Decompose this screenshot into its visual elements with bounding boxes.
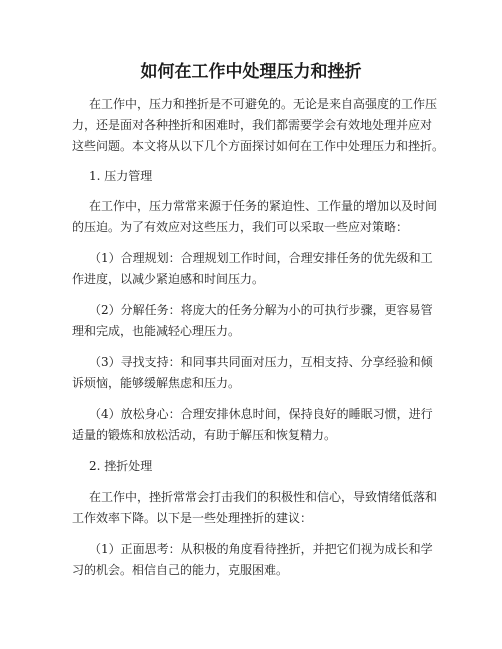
list-item-line: （1）正面思考：从积极的角度看待挫折，并把它们视为成长和学 — [89, 542, 433, 556]
section-heading-pressure: 1. 压力管理 — [89, 169, 153, 183]
list-item-line: （3）寻找支持：和同事共同面对压力，互相支持、分享经验和倾 — [89, 355, 433, 369]
intro-line: 力，还是面对各种挫折和困难时，我们都需要学会有效地处理并应对 — [72, 118, 433, 132]
list-item-line: （4）放松身心：合理安排休息时间，保持良好的睡眠习惯，进行 — [89, 407, 433, 421]
section2-intro-line: 在工作中，挫折常常会打击我们的积极性和信心，导致情绪低落和 — [89, 490, 438, 504]
section2-intro-line: 工作效率下降。以下是一些处理挫折的建议： — [72, 511, 313, 525]
list-item-line: （1）合理规划：合理规划工作时间，合理安排任务的优先级和工 — [89, 251, 433, 265]
list-item-line: 习的机会。相信自己的能力，克服困难。 — [72, 563, 289, 577]
intro-line: 这些问题。本文将从以下几个方面探讨如何在工作中处理压力和挫折。 — [72, 139, 445, 153]
section1-intro-line: 的压迫。为了有效应对这些压力，我们可以采取一些应对策略： — [72, 220, 409, 234]
section-heading-setback: 2. 挫折处理 — [89, 459, 153, 473]
list-item-line: 诉烦恼，能够缓解焦虑和压力。 — [72, 376, 241, 390]
list-item-line: 作进度，以减少紧迫感和时间压力。 — [72, 272, 265, 286]
list-item-line: （2）分解任务：将庞大的任务分解为小的可执行步骤，更容易管 — [89, 303, 433, 317]
intro-line: 在工作中，压力和挫折是不可避免的。无论是来自高强度的工作压 — [89, 97, 438, 111]
list-item-line: 理和完成，也能减轻心理压力。 — [72, 324, 241, 338]
list-item-line: 适量的锻炼和放松活动，有助于解压和恢复精力。 — [72, 428, 337, 442]
section1-intro-line: 在工作中，压力常常来源于任务的紧迫性、工作量的增加以及时间 — [89, 199, 438, 213]
document-title: 如何在工作中处理压力和挫折 — [140, 62, 362, 82]
